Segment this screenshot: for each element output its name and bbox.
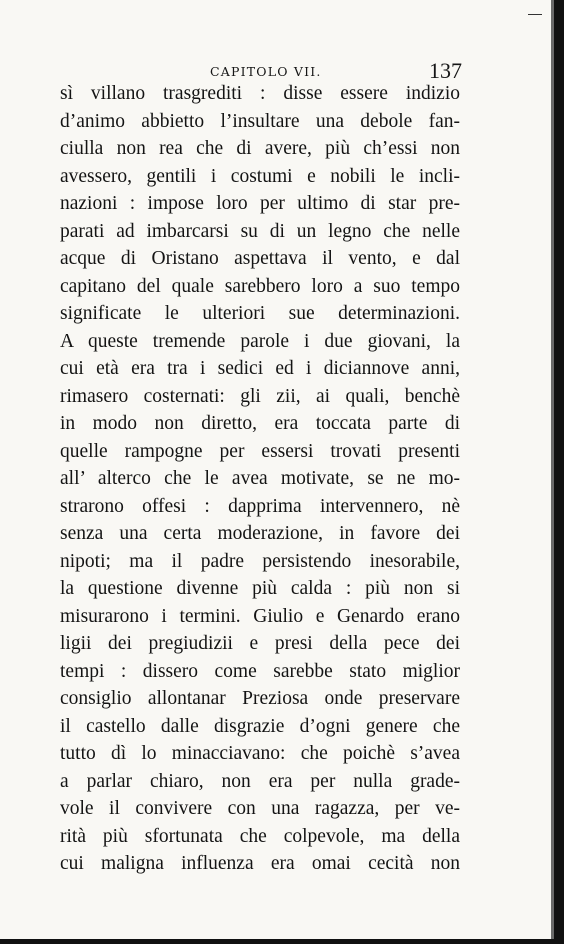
running-head: CAPITOLO VII. bbox=[210, 64, 322, 79]
text-line: nazioni : impose loro per ultimo di star pre- bbox=[60, 193, 460, 214]
text-line: rimasero costernati: gli zii, ai quali, benchè bbox=[60, 385, 460, 407]
text-line: tutto dì lo minacciavano: che poichè s’avea bbox=[60, 743, 460, 764]
text-line: d’animo abbietto l’insultare una debole fan- bbox=[60, 110, 460, 132]
text-line: senza una certa moderazione, in favore dei bbox=[60, 523, 460, 544]
page-number: 137 bbox=[429, 58, 462, 83]
page-edge-mark bbox=[528, 14, 542, 15]
text-line: sì villano trasgrediti : disse essere indizio bbox=[60, 83, 460, 104]
text-line: vole il convivere con una ragazza, per ve- bbox=[60, 798, 460, 819]
page-edge-right bbox=[554, 0, 564, 944]
text-line: cui età era tra i sedici ed i diciannove anni, bbox=[60, 358, 460, 379]
text-line: significate le ulteriori sue determinazioni. bbox=[60, 303, 460, 324]
text-line: ligii dei pregiudizii e presi della pece dei bbox=[60, 633, 460, 654]
text-line: parati ad imbarcarsi su di un legno che nelle bbox=[60, 220, 460, 242]
text-line: strarono offesi : dapprima intervennero, nè bbox=[60, 495, 460, 517]
text-line: capitano del quale sarebbero loro a suo tempo bbox=[60, 275, 460, 297]
text-line: tempi : dissero come sarebbe stato miglior bbox=[60, 660, 460, 682]
text-line: ciulla non rea che di avere, più ch’essi non bbox=[60, 138, 460, 159]
text-line: in modo non diretto, era toccata parte di bbox=[60, 413, 460, 434]
text-line: a parlar chiaro, non era per nulla grade- bbox=[60, 770, 460, 792]
text-line: all’ alterco che le avea motivate, se ne mo- bbox=[60, 468, 460, 489]
text-line: misurarono i termini. Giulio e Genardo erano bbox=[60, 605, 460, 627]
text-line: nipoti; ma il padre persistendo inesorabile, bbox=[60, 550, 460, 572]
text-line: cui maligna influenza era omai cecità non bbox=[60, 853, 460, 874]
text-line: consiglio allontanar Preziosa onde preservare bbox=[60, 688, 460, 709]
text-line: avessero, gentili i costumi e nobili le incli- bbox=[60, 165, 460, 187]
page-edge-bottom bbox=[0, 939, 564, 944]
text-line: A queste tremende parole i due giovani, la bbox=[60, 330, 460, 352]
text-line: rità più sfortunata che colpevole, ma della bbox=[60, 825, 460, 847]
text-line: acque di Oristano aspettava il vento, e dal bbox=[60, 248, 460, 269]
text-line: quelle rampogne per essersi trovati presenti bbox=[60, 440, 460, 462]
text-line: il castello dalle disgrazie d’ogni genere che bbox=[60, 715, 460, 737]
body-text bbox=[60, 80, 460, 878]
text-line: la questione divenne più calda : più non si bbox=[60, 578, 460, 599]
